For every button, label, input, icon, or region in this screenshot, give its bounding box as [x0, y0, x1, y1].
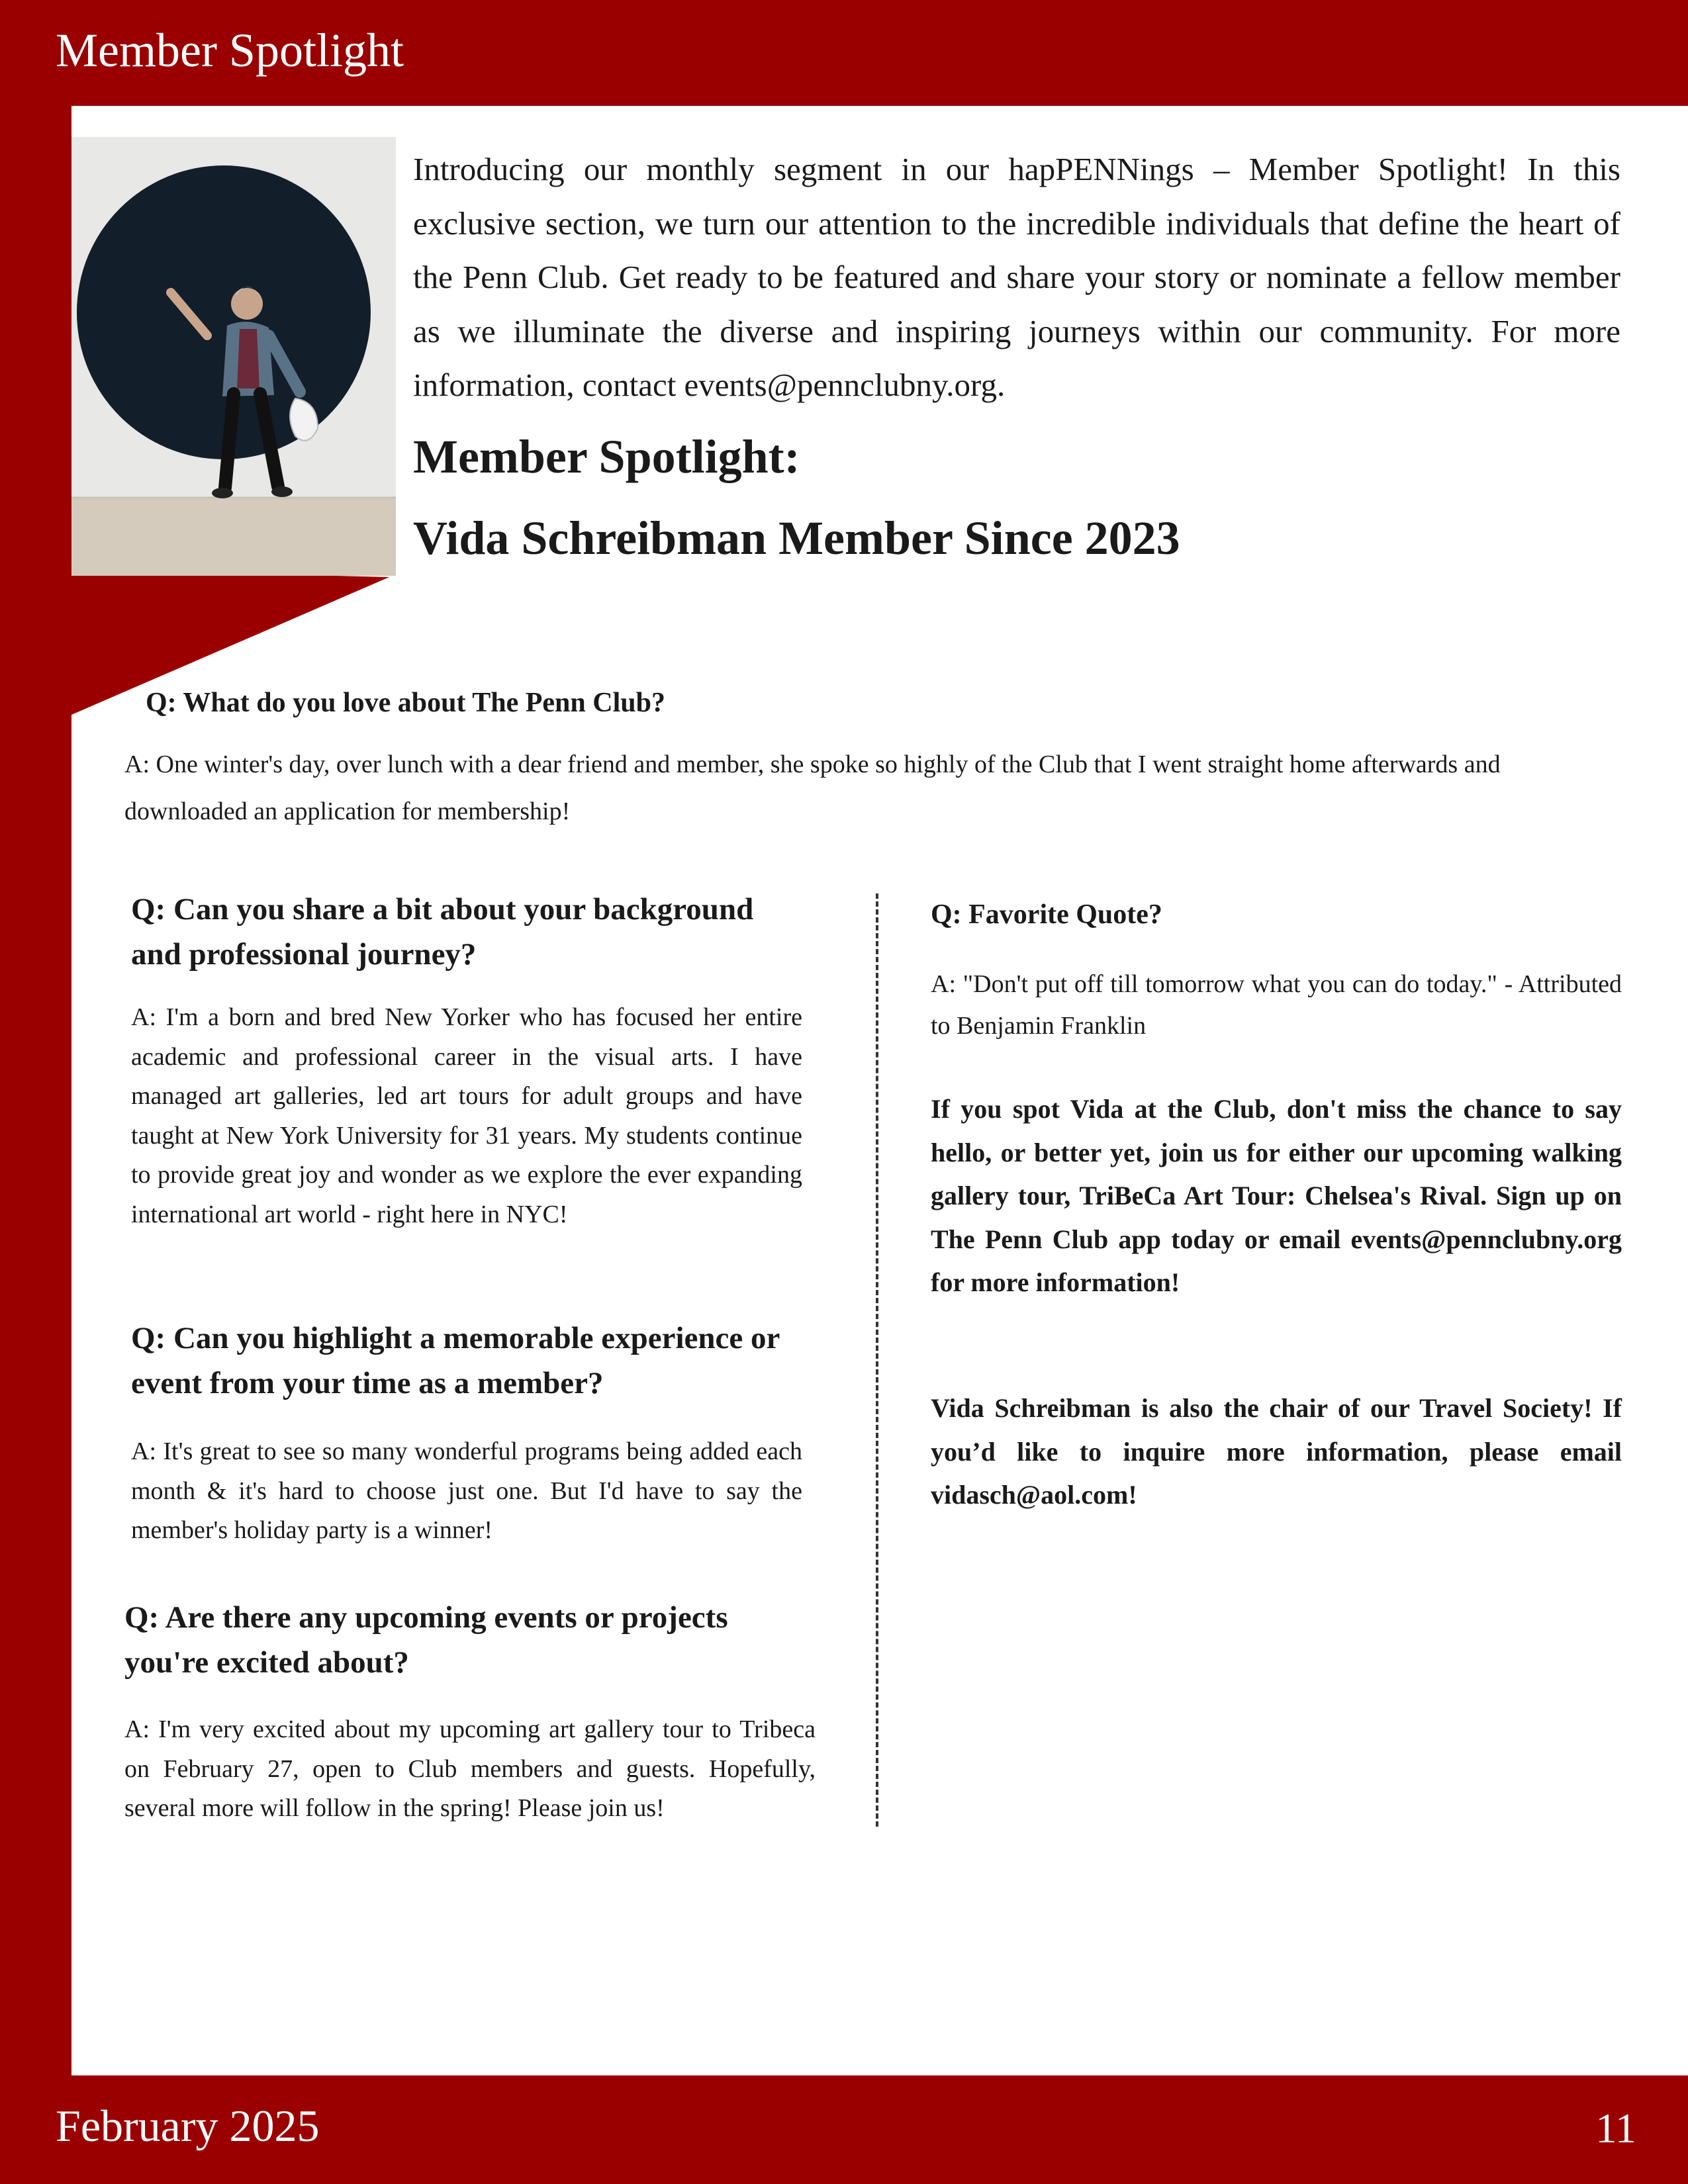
section-title: Member Spotlight	[56, 24, 404, 77]
member-name-heading: Vida Schreibman Member Since 2023	[413, 512, 1180, 565]
answer-love: A: One winter's day, over lunch with a dear friend and member, she spoke so highly of the Club that I went straight home afterwards and downloaded an application for membership!	[124, 751, 1501, 825]
member-photo	[71, 137, 396, 576]
spotlight-heading: Member Spotlight:	[413, 430, 800, 483]
answer-memorable: A: It's great to see so many wonderful programs being added each month & it's hard to choose just one. But I'd have to say the member's holiday party is a winner!	[131, 1437, 802, 1544]
callout-travel-society: Vida Schreibman is also the chair of our Travel Society! If you’d like to inquire more information, please email vidasch@aol.com!	[931, 1393, 1622, 1510]
intro-paragraph: Introducing our monthly segment in our hapPENNings – Member Spotlight! In this exclusive section, we turn our attention to the incredible individuals that define the heart of the Penn Club. Get ready to be featured and share your story or nominate a fellow member as we illuminate the diverse and inspiring journeys within our community. For more information, contact events@pennclubny.org.	[413, 151, 1620, 403]
answer-background: A: I'm a born and bred New Yorker who has focused her entire academic and professional career in the visual arts. I have managed art galleries, led art tours for adult groups and have taught at New York University for 31 years. My students continue to provide great joy and wonder as we explore the ever expanding international art world - right here in NYC!	[131, 1003, 802, 1228]
question-love: Q: What do you love about The Penn Club?	[146, 688, 665, 718]
footer-date: February 2025	[56, 2101, 320, 2151]
page-number: 11	[1595, 2105, 1636, 2152]
callout-spot-vida: If you spot Vida at the Club, don't miss the chance to say hello, or better yet, join us for either our upcoming walking gallery tour, TriBeCa Art Tour: Chelsea's Rival. Sign up on The Penn Club app today or email events@pennclubny.org for more information!	[931, 1094, 1622, 1297]
question-upcoming: Q: Are there any upcoming events or projects you're excited about?	[124, 1600, 728, 1680]
question-memorable: Q: Can you highlight a memorable experience or event from your time as a member?	[131, 1321, 780, 1400]
answer-quote: A: "Don't put off till tomorrow what you can do today." - Attributed to Benjamin Franklin	[931, 970, 1622, 1040]
question-quote: Q: Favorite Quote?	[931, 899, 1162, 930]
question-background: Q: Can you share a bit about your background and professional journey?	[131, 892, 754, 972]
column-divider	[876, 893, 878, 1827]
answer-upcoming: A: I'm very excited about my upcoming art gallery tour to Tribeca on February 27, open to Club members and guests. Hopefully, several more will follow in the spring! Please join us!	[124, 1715, 816, 1822]
